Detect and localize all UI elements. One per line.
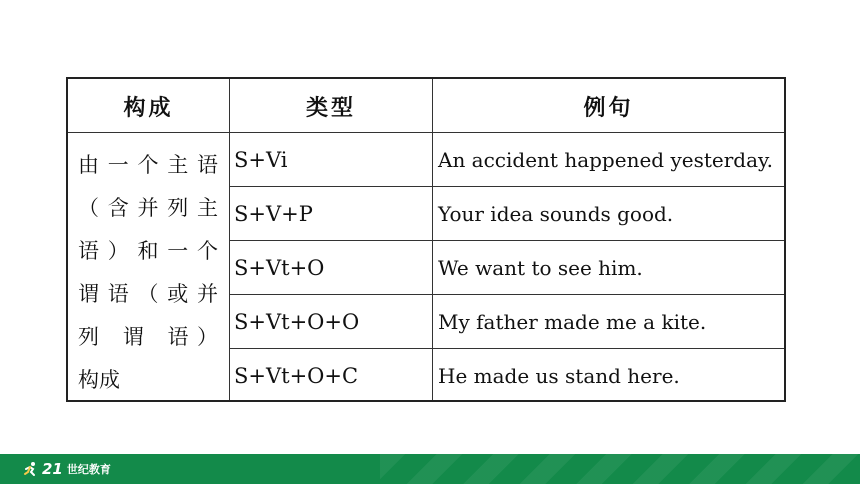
description-line: 列 谓 语） bbox=[78, 325, 218, 349]
example-cell: My father made me a kite. bbox=[438, 310, 707, 334]
type-cell: S+V+P bbox=[234, 202, 313, 226]
description-line: 谓语（或并 bbox=[78, 282, 218, 306]
type-cell: S+Vt+O+C bbox=[234, 364, 359, 388]
example-cell: We want to see him. bbox=[438, 256, 643, 280]
footer-bar bbox=[0, 454, 860, 484]
header-example: 例句 bbox=[583, 96, 634, 121]
brand-logo bbox=[22, 459, 111, 479]
composition-description bbox=[78, 144, 218, 402]
type-cell: S+Vt+O bbox=[234, 256, 325, 280]
example-cell: He made us stand here. bbox=[438, 364, 680, 388]
grammar-table bbox=[66, 77, 786, 402]
footer-stripes bbox=[380, 454, 860, 484]
logo-number: 21 bbox=[42, 460, 63, 478]
description-line: （含并列主 bbox=[78, 196, 218, 220]
runner-icon bbox=[22, 461, 38, 477]
example-cell: Your idea sounds good. bbox=[438, 202, 674, 226]
header-composition: 构成 bbox=[123, 96, 174, 121]
type-cell: S+Vi bbox=[234, 148, 288, 172]
description-line: 语）和一个 bbox=[78, 239, 218, 263]
header-type: 类型 bbox=[305, 96, 356, 121]
example-cell: An accident happened yesterday. bbox=[438, 148, 773, 172]
description-line: 构成 bbox=[78, 368, 120, 392]
type-cell: S+Vt+O+O bbox=[234, 310, 360, 334]
description-line: 由一个主语 bbox=[78, 153, 218, 177]
logo-text: 世纪教育 bbox=[66, 463, 111, 476]
